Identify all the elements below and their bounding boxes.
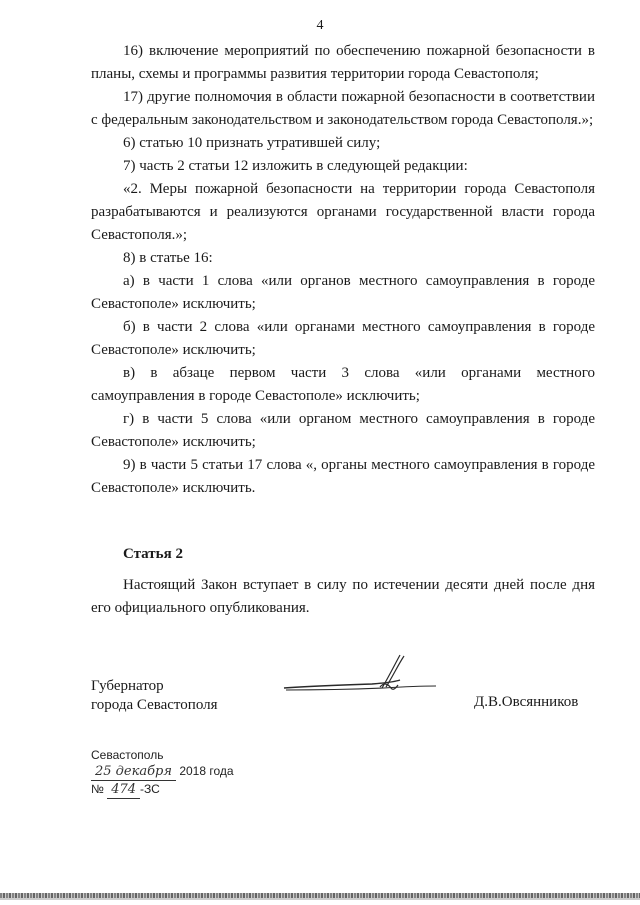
paragraph-17: 17) другие полномочия в области пожарной безопасности в соответствии с федеральным законодательством и законодательством города Севастополя.»; <box>91 89 595 128</box>
paragraph-8: 8) в статье 16: <box>123 250 213 266</box>
paragraph-8g: г) в части 5 слова «или органом местного самоуправления в городе Севастополе» исключить; <box>91 411 595 450</box>
paragraph-8a: а) в части 1 слова «или органов местного самоуправления в городе Севастополе» исключить; <box>91 273 595 312</box>
scan-artifact-line-secondary <box>0 898 640 900</box>
footer-date-line <box>91 763 234 781</box>
handwritten-signature <box>280 652 440 707</box>
signatory-name: Д.В.Овсянников <box>474 694 579 710</box>
document-footer <box>91 747 234 799</box>
paragraph-8v: в) в абзаце первом части 3 слова «или органами местного самоуправления в городе Севастополе» исключить; <box>91 365 595 404</box>
footer-year: 2018 года <box>179 764 234 778</box>
footer-date-handwritten: 25 декабря <box>91 764 176 781</box>
signatory-role-line2: города Севастополя <box>91 697 218 713</box>
footer-number-handwritten: 474 <box>107 782 140 799</box>
article-body <box>91 574 595 620</box>
footer-city: Севастополь <box>91 748 164 762</box>
paragraph-16: 16) включение мероприятий по обеспечению пожарной безопасности в планы, схемы и программы развития территории города Севастополя; <box>91 43 595 82</box>
signatory-role-line1: Губернатор <box>91 678 164 694</box>
page-number: 4 <box>316 18 324 33</box>
paragraph-9: 9) в части 5 статьи 17 слова «, органы местного самоуправления в городе Севастополе» исключить. <box>91 457 595 496</box>
paragraph-8b: б) в части 2 слова «или органами местного самоуправления в городе Севастополе» исключить; <box>91 319 595 358</box>
paragraph-7-quote: «2. Меры пожарной безопасности на территории города Севастополя разрабатываются и реализуются органами государственной власти города Севастополя.»; <box>91 181 595 243</box>
article-text: Настоящий Закон вступает в силу по истечении десяти дней после дня его официального опубликования. <box>91 577 595 616</box>
footer-number-suffix: -ЗС <box>140 782 160 796</box>
paragraph-7: 7) часть 2 статьи 12 изложить в следующей редакции: <box>123 158 468 174</box>
law-amendments-text <box>91 40 595 500</box>
paragraph-6: 6) статью 10 признать утратившей силу; <box>123 135 381 151</box>
footer-number-line <box>91 781 234 799</box>
article-title: Статья 2 <box>123 546 183 562</box>
signatory-role <box>91 677 218 715</box>
footer-number-prefix: № <box>91 782 104 796</box>
